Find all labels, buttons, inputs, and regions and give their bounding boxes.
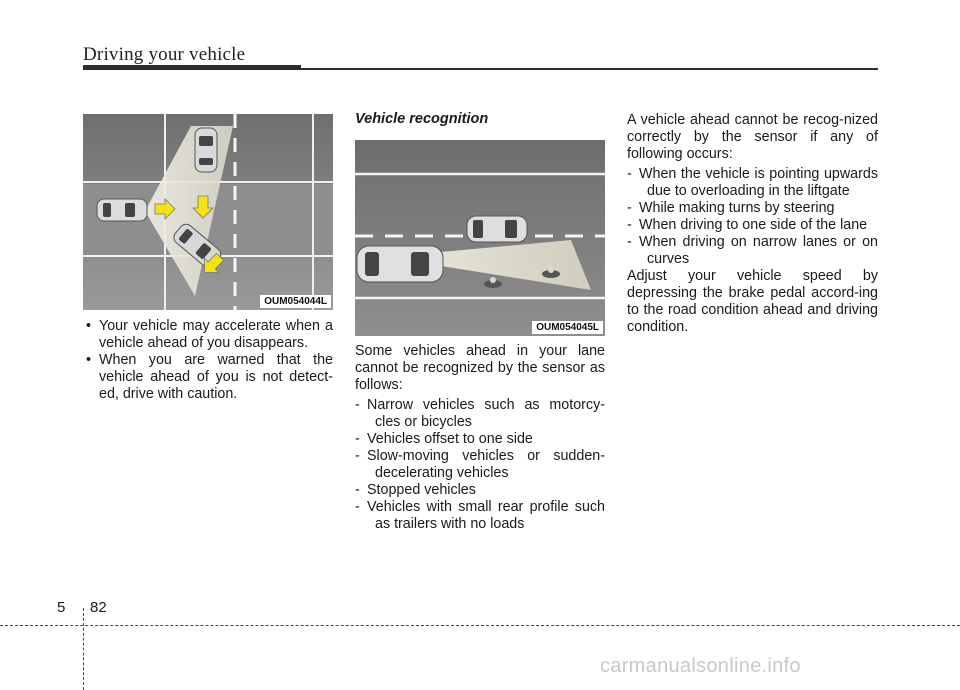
footer-rule — [0, 625, 960, 626]
list-item: - Stopped vehicles — [355, 482, 476, 498]
column-1 — [83, 318, 333, 403]
car-own — [97, 199, 147, 221]
figure-intersection — [83, 114, 333, 310]
list-item: - Narrow vehicles such as motorcy-cles or bicycles — [355, 397, 605, 430]
page-number: 82 — [90, 599, 107, 616]
figure-label: OUM054044L — [260, 295, 331, 308]
footer-divider — [83, 608, 84, 690]
figure-vehicle-recognition — [355, 140, 605, 336]
lane-illustration — [355, 140, 605, 336]
bullet-item: • Your vehicle may accelerate when a vehicle ahead of you disappears. — [83, 318, 333, 352]
list-item: - When the vehicle is pointing upwards due to overloading in the liftgate — [627, 166, 878, 199]
list-item: - Vehicles offset to one side — [355, 431, 533, 447]
paragraph: A vehicle ahead cannot be recog-nized correctly by the sensor if any of following occurs: — [627, 112, 878, 162]
paragraph: Adjust your vehicle speed by depressing the brake pedal accord-ing to the road condition ahead and driving condition. — [627, 268, 878, 335]
column-3 — [627, 112, 878, 336]
section-title: Vehicle recognition — [355, 111, 489, 127]
figure-label: OUM054045L — [532, 321, 603, 334]
car-ahead — [195, 128, 217, 172]
car-own — [357, 246, 443, 282]
list-item: - When driving on narrow lanes or on curves — [627, 234, 878, 267]
chapter-number: 5 — [57, 599, 66, 616]
list-item: - When driving to one side of the lane — [627, 217, 868, 233]
header-rule-thin — [301, 68, 878, 70]
list-item: - Slow-moving vehicles or sudden-decelerating vehicles — [355, 448, 605, 481]
bullet-item: • When you are warned that the vehicle ahead of you is not detect-ed, drive with caution. — [83, 352, 333, 403]
list-item: - Vehicles with small rear profile such as trailers with no loads — [355, 499, 605, 532]
column-2 — [355, 343, 605, 533]
column-2-title-wrap — [355, 111, 605, 128]
header-rule-thick — [83, 65, 301, 70]
paragraph: Some vehicles ahead in your lane cannot be recognized by the sensor as follows: — [355, 343, 605, 393]
car-ahead — [467, 216, 527, 242]
list-item: - While making turns by steering — [627, 200, 835, 216]
watermark: carmanualsonline.info — [600, 655, 801, 677]
intersection-illustration — [83, 114, 333, 310]
page-header-title: Driving your vehicle — [83, 44, 246, 65]
